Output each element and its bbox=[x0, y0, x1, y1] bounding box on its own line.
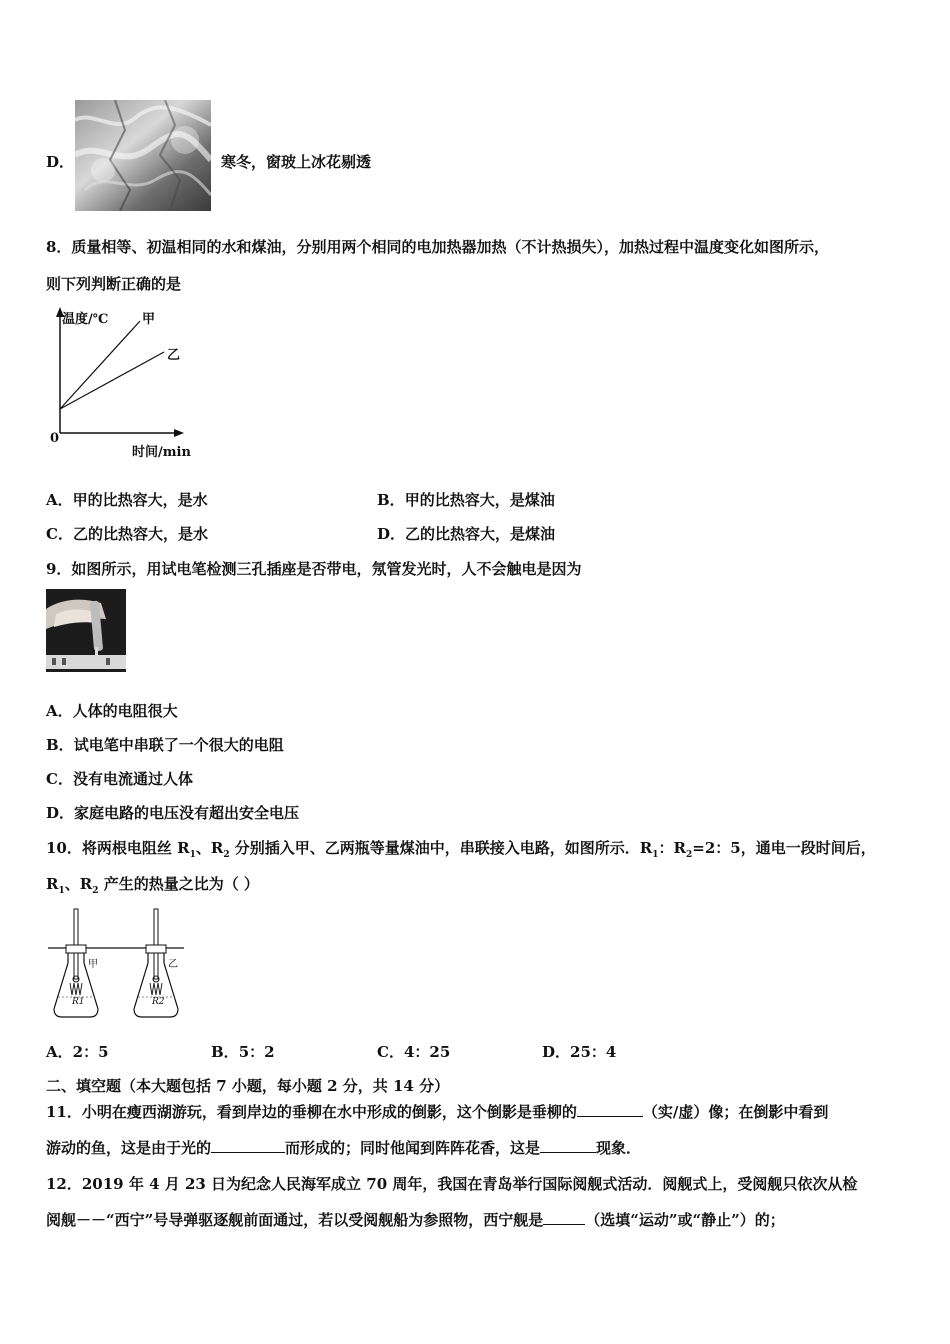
q9-option-d[interactable] bbox=[46, 803, 299, 823]
q8-option-a-letter: A． bbox=[46, 491, 73, 509]
q10-option-c-text: 4：25 bbox=[403, 1043, 451, 1061]
q10-option-d-letter: D． bbox=[542, 1043, 571, 1061]
graph-line-jia bbox=[60, 321, 140, 409]
q8-option-c[interactable] bbox=[46, 524, 208, 544]
q9-option-b-text: 试电笔中串联了一个很大的电阻 bbox=[73, 736, 284, 754]
q10-stem-line2: $R_1$、$R_2$ 产生的热量之比为（ ） bbox=[46, 875, 259, 896]
q8-option-b-letter: B． bbox=[377, 491, 405, 509]
q12-line2: 阅舰－－“西宁”号导弹驱逐舰前面通过，若以受阅舰船为参照物，西宁舰是 （选填“运动”或“静止”）的； bbox=[46, 1211, 785, 1229]
q9-stem: 9．如图所示，用试电笔检测三孔插座是否带电，氖管发光时，人不会触电是因为 bbox=[46, 560, 582, 578]
flask-circuit-figure bbox=[46, 905, 186, 1025]
q7-option-d-text: 寒冬，窗玻上冰花剔透 bbox=[221, 153, 372, 171]
q11-line2: 游动的鱼，这是由于光的 而形成的；同时他闻到阵阵花香，这是 现象． bbox=[46, 1139, 642, 1157]
q8-option-a-text: 甲的比热容大，是水 bbox=[72, 491, 208, 509]
q10-option-d-text: 25：4 bbox=[570, 1043, 617, 1061]
q7-option-d-letter: D． bbox=[46, 153, 75, 171]
q10-option-b-letter: B． bbox=[211, 1043, 239, 1061]
q9-option-a-letter: A． bbox=[46, 702, 73, 720]
q8-option-d[interactable] bbox=[377, 524, 555, 544]
q8-stem-line2: 则下列判断正确的是 bbox=[46, 275, 182, 293]
graph-y-label: 温度/℃ bbox=[62, 312, 109, 327]
q8-option-a[interactable] bbox=[46, 490, 208, 510]
r2-label: R2 bbox=[152, 997, 165, 1007]
flask-yi-label: 乙 bbox=[168, 959, 178, 970]
section2-heading: 二、填空题（本大题包括 7 小题，每小题 2 分，共 14 分） bbox=[46, 1077, 450, 1095]
q8-option-b-text: 甲的比热容大，是煤油 bbox=[404, 491, 555, 509]
q9-option-d-letter: D． bbox=[46, 804, 75, 822]
graph-line-yi-label: 乙 bbox=[167, 348, 181, 363]
temperature-time-graph bbox=[40, 305, 210, 460]
q11-blank-3[interactable] bbox=[540, 1138, 596, 1153]
test-pencil-photo bbox=[46, 589, 126, 672]
q9-option-a[interactable] bbox=[46, 701, 178, 721]
graph-origin-label: 0 bbox=[50, 431, 60, 446]
graph-line-jia-label: 甲 bbox=[142, 312, 156, 327]
q10-option-a[interactable] bbox=[46, 1042, 109, 1062]
q8-option-d-letter: D． bbox=[377, 525, 406, 543]
q8-option-c-text: 乙的比热容大，是水 bbox=[72, 525, 208, 543]
q8-option-c-letter: C． bbox=[46, 525, 73, 543]
flask-jia-label: 甲 bbox=[88, 959, 98, 970]
q10-stem-line1: 10．将两根电阻丝 $R_1$、$R_2$ 分别插入甲、乙两瓶等量煤油中，串联接入电路，如图所示．$R_1$：$R_2=2$：5，通电一段时间后， bbox=[46, 839, 876, 860]
q12-blank-1[interactable] bbox=[543, 1210, 585, 1225]
q10-option-a-letter: A． bbox=[46, 1043, 73, 1061]
q9-option-b[interactable] bbox=[46, 735, 284, 755]
q10-option-c-letter: C． bbox=[377, 1043, 404, 1061]
q11-blank-1[interactable] bbox=[577, 1102, 643, 1117]
q11-line1: 11．小明在瘦西湖游玩，看到岸边的垂柳在水中形成的倒影，这个倒影是垂柳的 （实/虚）像；在倒影中看到 bbox=[46, 1103, 829, 1121]
q12-line1: 12．2019 年 4 月 23 日为纪念人民海军成立 70 周年，我国在青岛举行国际阅舰式活动．阅舰式上，受阅舰只依次从检 bbox=[46, 1175, 858, 1193]
q9-option-c-letter: C． bbox=[46, 770, 73, 788]
q9-option-d-text: 家庭电路的电压没有超出安全电压 bbox=[74, 804, 300, 822]
q9-option-c[interactable] bbox=[46, 769, 193, 789]
q10-option-b-text: 5：2 bbox=[238, 1043, 275, 1061]
graph-line-yi bbox=[60, 352, 164, 409]
q10-option-b[interactable] bbox=[211, 1042, 275, 1062]
graph-x-arrow bbox=[174, 429, 184, 437]
q10-option-a-text: 2：5 bbox=[72, 1043, 109, 1061]
q10-option-d[interactable] bbox=[542, 1042, 616, 1062]
frost-window-photo bbox=[75, 100, 211, 211]
r1-label: R1 bbox=[72, 997, 85, 1007]
q9-option-c-text: 没有电流通过人体 bbox=[72, 770, 193, 788]
q11-blank-2[interactable] bbox=[211, 1138, 285, 1153]
q8-stem-line1: 8．质量相等、初温相同的水和煤油，分别用两个相同的电加热器加热（不计热损失），加热过程中温度变化如图所示， bbox=[46, 238, 829, 256]
q8-option-d-text: 乙的比热容大，是煤油 bbox=[405, 525, 556, 543]
q10-option-c[interactable] bbox=[377, 1042, 450, 1062]
q8-option-b[interactable] bbox=[377, 490, 555, 510]
graph-x-label: 时间/min bbox=[132, 445, 191, 460]
q9-option-a-text: 人体的电阻很大 bbox=[72, 702, 178, 720]
q9-option-b-letter: B． bbox=[46, 736, 74, 754]
